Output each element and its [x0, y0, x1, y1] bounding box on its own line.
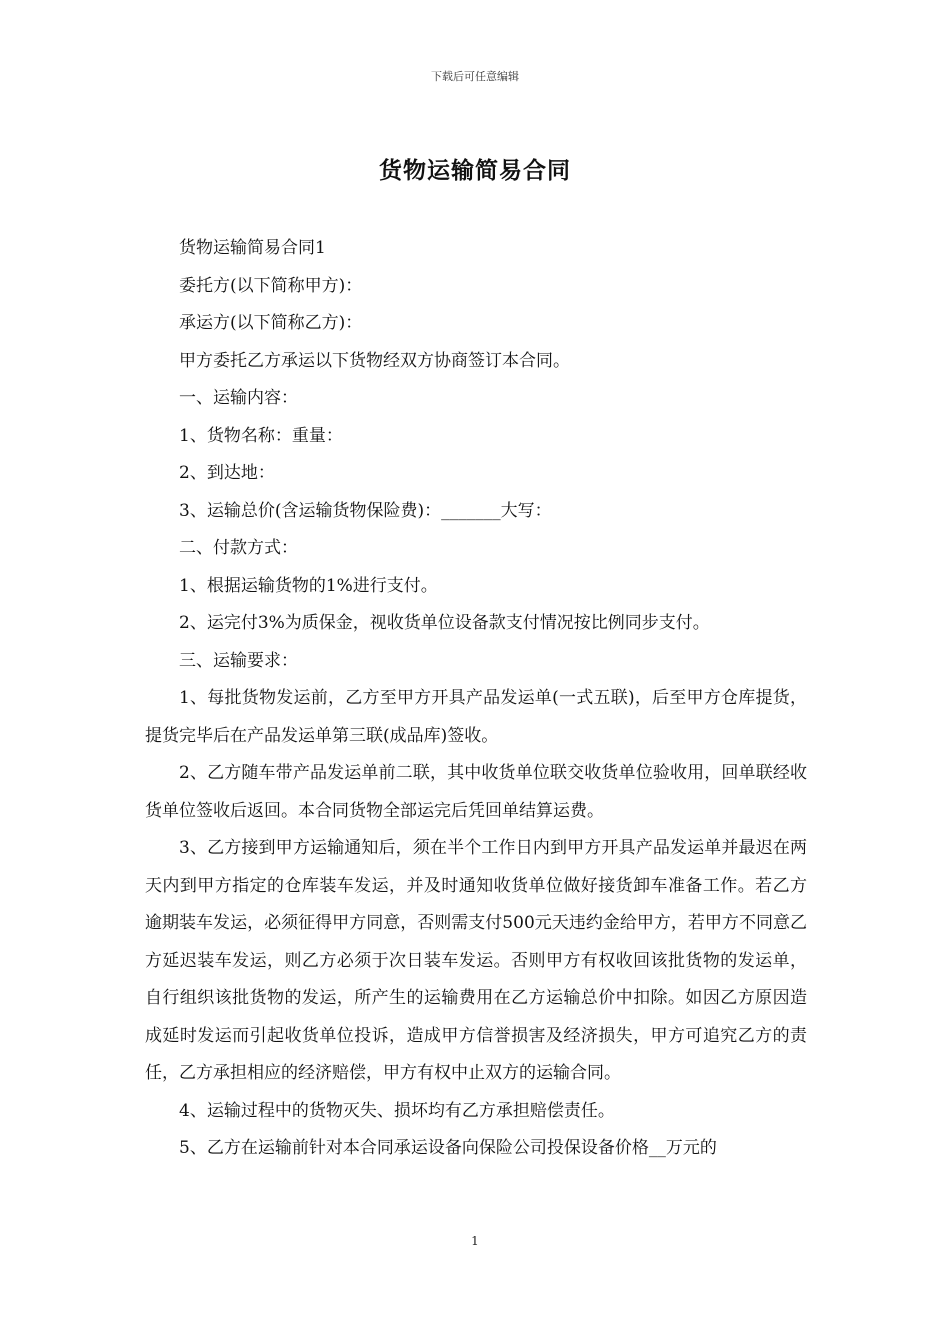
page-number: 1: [471, 1234, 479, 1248]
section-heading-requirements: 三、运输要求：: [179, 650, 298, 671]
paragraph-party-b: 承运方(以下简称乙方)：: [179, 313, 363, 333]
paragraph-goods-name: 1、货物名称：重量：: [179, 425, 343, 446]
section-heading-payment: 二、付款方式：: [179, 538, 298, 558]
paragraph-requirement-1: 1、每批货物发运前，乙方至甲方开具产品发运单(一式五联)，后至甲方仓库提货，提货完毕后在产品发运单第三联(成品库)签收。: [145, 688, 807, 746]
paragraph-requirement-2: 2、乙方随车带产品发运单前二联，其中收货单位联交收货单位验收用，回单联经收货单位签收后返回。本合同货物全部运完后凭回单结算运费。: [145, 763, 807, 821]
paragraph-party-a: 委托方(以下简称甲方)：: [179, 275, 363, 296]
paragraph-requirement-5: 5、乙方在运输前针对本合同承运设备向保险公司投保设备价格__万元的: [179, 1138, 717, 1158]
download-note: 下载后可任意编辑: [431, 70, 519, 83]
contract-body: [145, 230, 807, 1168]
section-heading-transport-content: 一、运输内容：: [179, 388, 298, 408]
paragraph-destination: 2、到达地：: [179, 463, 275, 483]
paragraph-intro: 甲方委托乙方承运以下货物经双方协商签订本合同。: [179, 350, 570, 371]
paragraph-contract-heading: 货物运输简易合同1: [179, 238, 326, 258]
paragraph-payment-2: 2、运完付3%为质保金，视收货单位设备款支付情况按比例同步支付。: [179, 613, 710, 633]
paragraph-payment-1: 1、根据运输货物的1%进行支付。: [179, 575, 438, 596]
contract-title: 货物运输简易合同: [379, 157, 571, 184]
paragraph-requirement-4: 4、运输过程中的货物灭失、损坏均有乙方承担赔偿责任。: [179, 1100, 615, 1121]
paragraph-requirement-3: 3、乙方接到甲方运输通知后，须在半个工作日内到甲方开具产品发运单并最迟在两天内到甲方指定的仓库装车发运，并及时通知收货单位做好接货卸车准备工作。若乙方逾期装车发运，必须征得甲方同意，否则需支付500元天违约金给甲方，若甲方不同意乙方延迟装车发运，则乙方必须于次日装车发运。否则甲方有权收回该批货物的发运单，自行组织该批货物的发运，所产生的运输费用在乙方运输总价中扣除。如因乙方原因造成延时发运而引起收货单位投诉，造成甲方信誉损害及经济损失，甲方可追究乙方的责任，乙方承担相应的经济赔偿，甲方有权中止双方的运输合同。: [145, 838, 807, 1083]
paragraph-total-price: 3、运输总价(含运输货物保险费)：_______大写：: [179, 500, 552, 521]
